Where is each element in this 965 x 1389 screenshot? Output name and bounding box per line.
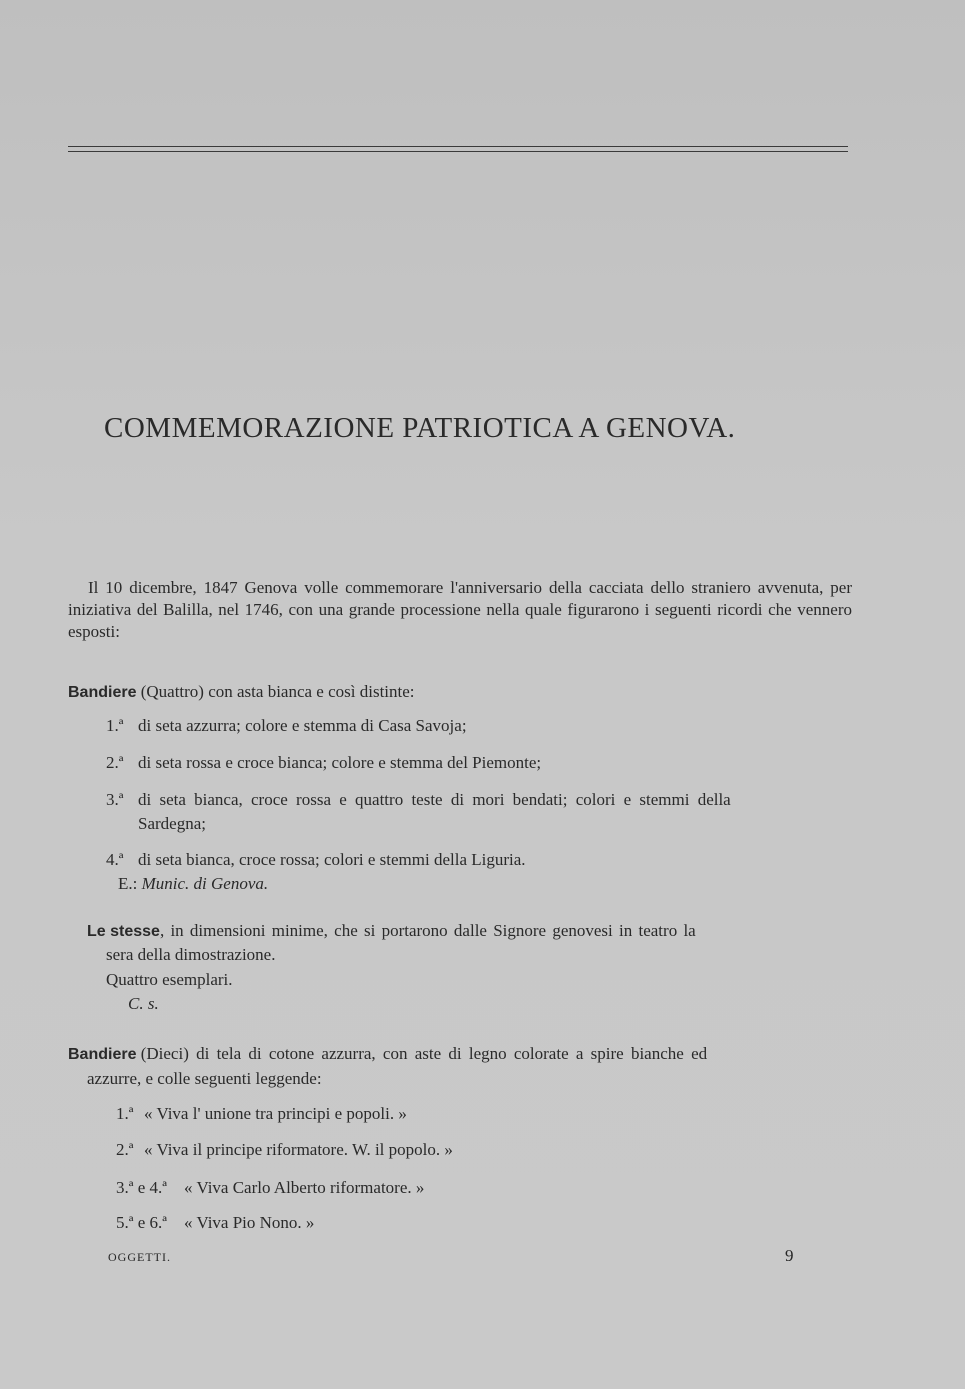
top-rule xyxy=(68,146,848,147)
item-text: « Viva Carlo Alberto riformatore. » xyxy=(184,1178,425,1197)
footer-section-label: OGGETTI. xyxy=(108,1250,171,1264)
item-number: 2.ª xyxy=(116,1140,134,1159)
item-text: di seta bianca, croce rossa e quattro teste di mori bendati; colori e stemmi della xyxy=(138,790,731,809)
item-text: di seta azzurra; colore e stemma di Casa Savoja; xyxy=(138,716,467,735)
item-number: 5.ª e 6.ª xyxy=(116,1213,167,1232)
stesse-line-1 xyxy=(87,921,852,941)
bandiere1-item-3 xyxy=(106,790,852,810)
bandiere2-head: Bandiere xyxy=(68,1046,137,1063)
item-number: 3.ª xyxy=(106,790,124,809)
stesse-source: C. s. xyxy=(128,994,159,1013)
item-text: « Viva il principe riformatore. W. il popolo. » xyxy=(144,1140,453,1159)
page-number: 9 xyxy=(785,1246,794,1265)
bandiere2-item-4 xyxy=(116,1213,314,1233)
bandiere1-item-2 xyxy=(106,753,541,773)
item-text: di seta rossa e croce bianca; colore e stemma del Piemonte; xyxy=(138,753,542,772)
bandiere1-item-3-cont: Sardegna; xyxy=(138,814,206,833)
stesse-head: Le stesse xyxy=(87,923,160,940)
bandiere1-head: Bandiere xyxy=(68,684,137,701)
item-number: 3.ª e 4.ª xyxy=(116,1178,167,1197)
stesse-text: , in dimensioni minime, che si portarono dalle Signore genovesi in teatro la xyxy=(159,921,696,940)
item-number: 4.ª xyxy=(106,850,124,869)
item-number: 1.ª xyxy=(106,716,124,735)
bandiere2-item-2 xyxy=(116,1140,453,1160)
bandiere1-source xyxy=(118,874,268,894)
stesse-line-2: sera della dimostrazione. xyxy=(106,945,276,964)
bandiere2-item-3 xyxy=(116,1178,424,1198)
item-text: « Viva l' unione tra principi e popoli. » xyxy=(144,1104,407,1123)
bandiere2-item-1 xyxy=(116,1104,407,1124)
source-text: Munic. di Genova. xyxy=(141,874,269,893)
page-title: COMMEMORAZIONE PATRIOTICA A GENOVA. xyxy=(104,412,736,444)
item-number: 2.ª xyxy=(106,753,124,772)
bandiere1-item-1 xyxy=(106,716,467,736)
bandiere1-desc: (Quattro) con asta bianca e così distinte: xyxy=(140,682,415,701)
item-text: « Viva Pio Nono. » xyxy=(184,1213,315,1232)
bandiere2-line-2: azzurre, e colle seguenti leggende: xyxy=(87,1069,322,1088)
stesse-count: Quattro esemplari. xyxy=(106,970,233,989)
item-number: 1.ª xyxy=(116,1104,134,1123)
bandiere1-item-4 xyxy=(106,850,526,870)
source-prefix: E.: xyxy=(118,874,138,893)
bandiere2-line-1 xyxy=(68,1044,852,1064)
bandiere2-text: (Dieci) di tela di cotone azzurra, con aste di legno colorate a spire bianche ed xyxy=(140,1044,708,1063)
top-rule-2 xyxy=(68,151,848,152)
intro-paragraph: Il 10 dicembre, 1847 Genova volle commemorare l'anniversario della cacciata dello straniero avvenuta, per iniziativa del Balilla, nel 1746, con una grande processione nella quale figurarono i seguenti ricordi che vennero esposti: xyxy=(68,578,852,641)
bandiere1-heading xyxy=(68,682,415,702)
item-text: di seta bianca, croce rossa; colori e stemmi della Liguria. xyxy=(138,850,526,869)
